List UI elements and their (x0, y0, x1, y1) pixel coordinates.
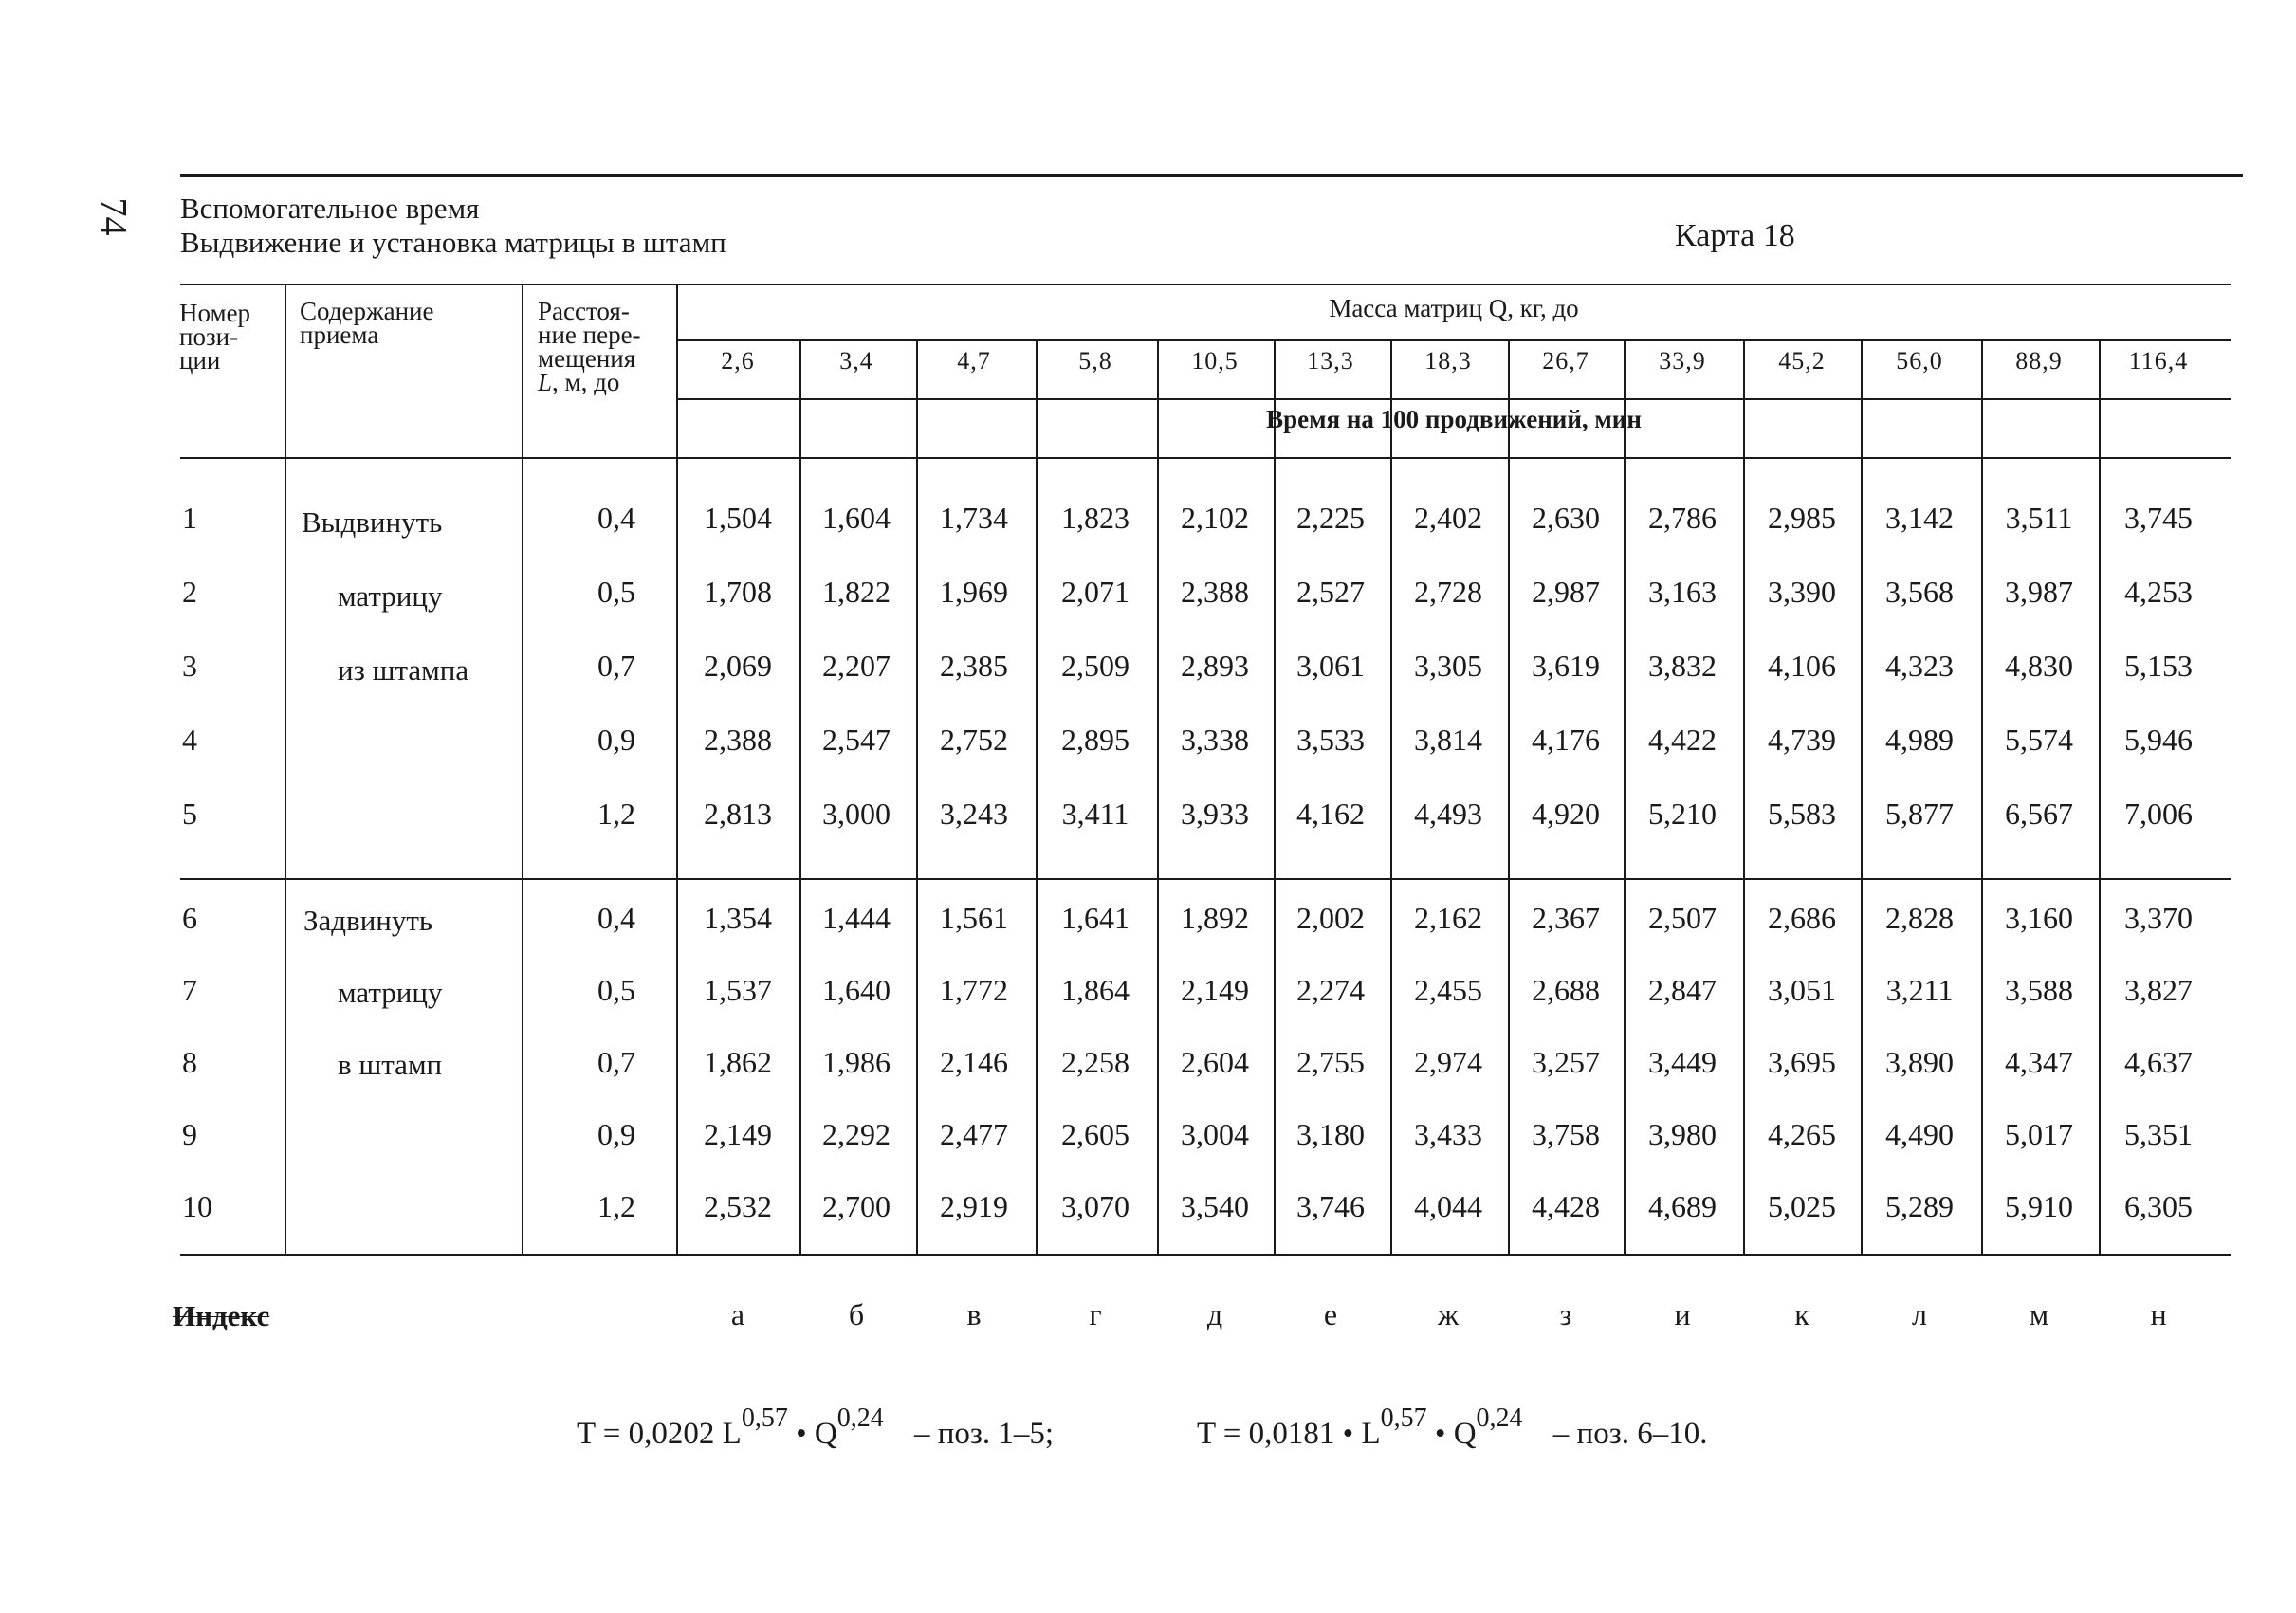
table-cell: 2,146 (940, 1045, 1008, 1079)
table-cell: 2,069 (704, 649, 772, 683)
mass-header-cell: 116,4 (2128, 347, 2189, 375)
table-cell: 1,864 (1061, 973, 1130, 1007)
mass-header-cell: 26,7 (1542, 347, 1589, 375)
table-cell: 2,919 (940, 1189, 1008, 1223)
col-divider (522, 284, 523, 1255)
table-cell: 4,739 (1768, 723, 1836, 757)
table-cell: 1,444 (822, 901, 891, 935)
table-cell: 2,527 (1296, 575, 1365, 609)
index-letter: з (1559, 1297, 1572, 1331)
table-cell: 2,728 (1414, 575, 1482, 609)
formula1-mid: • Q (787, 1417, 837, 1451)
group1-content-line3: из штампа (338, 653, 469, 687)
row-distance: 0,9 (597, 1117, 635, 1151)
table-cell: 4,176 (1532, 723, 1600, 757)
table-cell: 3,004 (1181, 1117, 1249, 1151)
table-cell: 6,305 (2124, 1189, 2193, 1223)
table-cell: 2,002 (1296, 901, 1365, 935)
table-cell: 2,162 (1414, 901, 1482, 935)
group2-content-line1: Задвинуть (303, 904, 433, 937)
row-position-number: 6 (182, 901, 197, 935)
table-cell: 2,847 (1648, 973, 1717, 1007)
col-header-position: Номер пози- ции (179, 299, 251, 375)
table-cell: 3,619 (1532, 649, 1600, 683)
row-distance: 1,2 (597, 797, 635, 831)
table-cell: 2,828 (1885, 901, 1954, 935)
group2-content-line3: в штамп (338, 1048, 443, 1081)
table-cell: 3,890 (1885, 1045, 1954, 1079)
table-cell: 5,289 (1885, 1189, 1954, 1223)
table-cell: 2,102 (1181, 501, 1249, 535)
row-position-number: 1 (182, 501, 197, 535)
table-cell: 3,827 (2124, 973, 2193, 1007)
group1-content-line1: Выдвинуть (302, 505, 443, 539)
table-cell: 3,051 (1768, 973, 1836, 1007)
index-letter: и (1674, 1297, 1691, 1331)
table-cell: 4,323 (1885, 649, 1954, 683)
table-cell: 4,989 (1885, 723, 1954, 757)
table-cell: 2,402 (1414, 501, 1482, 535)
table-cell: 2,292 (822, 1117, 891, 1151)
table-cell: 3,449 (1648, 1045, 1717, 1079)
table-cell: 6,567 (2005, 797, 2073, 831)
table-cell: 2,477 (940, 1117, 1008, 1151)
table-cell: 2,274 (1296, 973, 1365, 1007)
table-cell: 3,745 (2124, 501, 2193, 535)
group1-content-line2: матрицу (338, 579, 443, 613)
table-cell: 2,149 (1181, 973, 1249, 1007)
header-bottom-rule (180, 457, 2231, 459)
formula2-exp-l: 0,57 (1380, 1403, 1427, 1433)
table-cell: 5,910 (2005, 1189, 2073, 1223)
formula2-mid: • Q (1426, 1417, 1477, 1451)
table-cell: 4,920 (1532, 797, 1600, 831)
formula1-exp-q: 0,24 (836, 1403, 884, 1433)
table-cell: 2,700 (822, 1189, 891, 1223)
table-cell: 2,893 (1181, 649, 1249, 683)
index-letter: м (2029, 1297, 2049, 1331)
row-position-number: 2 (182, 575, 197, 609)
mass-col-divider (1036, 341, 1038, 1255)
table-cell: 4,830 (2005, 649, 2073, 683)
group-separator-rule (180, 878, 2231, 880)
row-distance: 0,7 (597, 1045, 635, 1079)
mass-header: Масса матриц Q, кг, до (1329, 294, 1579, 322)
table-cell: 3,411 (1061, 797, 1130, 831)
table-cell: 5,946 (2124, 723, 2193, 757)
table-cell: 4,637 (2124, 1045, 2193, 1079)
index-letter: ж (1437, 1297, 1460, 1331)
index-letter: в (966, 1297, 982, 1331)
table-cell: 5,583 (1768, 797, 1836, 831)
table-cell: 3,163 (1648, 575, 1717, 609)
table-cell: 3,370 (2124, 901, 2193, 935)
table-cell: 5,877 (1885, 797, 1954, 831)
table-cell: 4,347 (2005, 1045, 2073, 1079)
mass-header-cell: 88,9 (2015, 347, 2063, 375)
table-cell: 5,025 (1768, 1189, 1836, 1223)
table-cell: 1,822 (822, 575, 891, 609)
table-cell: 3,160 (2005, 901, 2073, 935)
table-cell: 1,892 (1181, 901, 1249, 935)
row-position-number: 8 (182, 1045, 197, 1079)
table-cell: 3,980 (1648, 1117, 1717, 1151)
table-cell: 1,708 (704, 575, 772, 609)
page-number: 74 (92, 197, 136, 236)
row-position-number: 3 (182, 649, 197, 683)
row-distance: 0,7 (597, 649, 635, 683)
table-cell: 1,354 (704, 901, 772, 935)
table-cell: 2,786 (1648, 501, 1717, 535)
table-cell: 3,814 (1414, 723, 1482, 757)
table-cell: 2,507 (1648, 901, 1717, 935)
table-cell: 2,688 (1532, 973, 1600, 1007)
table-cell: 3,211 (1885, 973, 1954, 1007)
row-distance: 1,2 (597, 1189, 635, 1223)
table-cell: 1,772 (940, 973, 1008, 1007)
index-letter: г (1089, 1297, 1102, 1331)
index-letter: н (2150, 1297, 2167, 1331)
mass-header-cell: 33,9 (1659, 347, 1706, 375)
table-cell: 2,605 (1061, 1117, 1130, 1151)
table-cell: 2,974 (1414, 1045, 1482, 1079)
row-position-number: 10 (182, 1189, 212, 1223)
table-cell: 4,422 (1648, 723, 1717, 757)
table-cell: 2,225 (1296, 501, 1365, 535)
index-letter: л (1912, 1297, 1927, 1331)
mass-col-divider (2099, 341, 2101, 1255)
table-cell: 2,532 (704, 1189, 772, 1223)
table-cell: 5,017 (2005, 1117, 2073, 1151)
row-position-number: 7 (182, 973, 197, 1007)
row-distance: 0,5 (597, 575, 635, 609)
table-cell: 2,547 (822, 723, 891, 757)
table-cell: 2,755 (1296, 1045, 1365, 1079)
table-cell: 3,933 (1181, 797, 1249, 831)
table-cell: 2,367 (1532, 901, 1600, 935)
table-cell: 2,388 (704, 723, 772, 757)
table-cell: 2,071 (1061, 575, 1130, 609)
mass-header-cell: 56,0 (1896, 347, 1943, 375)
mass-header-cell: 2,6 (721, 347, 755, 375)
table-cell: 2,686 (1768, 901, 1836, 935)
mass-row-bottom-rule (677, 398, 2231, 400)
table-cell: 2,630 (1532, 501, 1600, 535)
row-position-number: 9 (182, 1117, 197, 1151)
table-cell: 5,210 (1648, 797, 1717, 831)
formula-positions-6-10 (1197, 1403, 1707, 1452)
table-cell: 3,390 (1768, 575, 1836, 609)
table-cell: 5,153 (2124, 649, 2193, 683)
table-cell: 2,604 (1181, 1045, 1249, 1079)
mass-header-cell: 13,3 (1307, 347, 1354, 375)
table-cell: 7,006 (2124, 797, 2193, 831)
table-cell: 5,574 (2005, 723, 2073, 757)
header-top-rule (180, 284, 2231, 285)
mass-header-cell: 5,8 (1078, 347, 1112, 375)
table-cell: 3,433 (1414, 1117, 1482, 1151)
table-cell: 3,832 (1648, 649, 1717, 683)
table-cell: 3,000 (822, 797, 891, 831)
formula2-exp-q: 0,24 (1476, 1403, 1523, 1433)
table-cell: 3,070 (1061, 1189, 1130, 1223)
index-letter: а (730, 1297, 745, 1331)
table-cell: 4,490 (1885, 1117, 1954, 1151)
table-cell: 2,752 (940, 723, 1008, 757)
table-cell: 4,493 (1414, 797, 1482, 831)
index-letter: б (848, 1297, 865, 1331)
formula1-exp-l: 0,57 (741, 1403, 788, 1433)
table-cell: 4,106 (1768, 649, 1836, 683)
index-letter: е (1323, 1297, 1338, 1331)
table-cell: 3,243 (940, 797, 1008, 831)
table-cell: 4,162 (1296, 797, 1365, 831)
table-cell: 3,180 (1296, 1117, 1365, 1151)
table-cell: 4,428 (1532, 1189, 1600, 1223)
document-title-line1: Вспомогательное время (180, 192, 480, 225)
table-cell: 2,813 (704, 797, 772, 831)
table-cell: 1,823 (1061, 501, 1130, 535)
table-cell: 1,537 (704, 973, 772, 1007)
table-cell: 3,568 (1885, 575, 1954, 609)
mass-header-cell: 18,3 (1424, 347, 1472, 375)
table-cell: 2,149 (704, 1117, 772, 1151)
row-distance: 0,5 (597, 973, 635, 1007)
table-cell: 4,044 (1414, 1189, 1482, 1223)
table-cell: 1,640 (822, 973, 891, 1007)
formula-positions-1-5 (577, 1403, 1054, 1452)
table-cell: 3,338 (1181, 723, 1249, 757)
document-title-line2: Выдвижение и установка матрицы в штамп (180, 226, 726, 259)
formula1-prefix: T = 0,0202 L (577, 1417, 742, 1451)
table-cell: 2,455 (1414, 973, 1482, 1007)
formula2-prefix: T = 0,0181 • L (1197, 1417, 1381, 1451)
col-header-content: Содержание приема (300, 297, 434, 349)
group2-content-line2: матрицу (338, 976, 443, 1009)
formula2-suffix: – поз. 6–10. (1545, 1417, 1708, 1451)
table-cell: 2,385 (940, 649, 1008, 683)
row-position-number: 5 (182, 797, 197, 831)
table-cell: 4,689 (1648, 1189, 1717, 1223)
table-cell: 3,305 (1414, 649, 1482, 683)
table-cell: 3,142 (1885, 501, 1954, 535)
table-cell: 4,265 (1768, 1117, 1836, 1151)
table-cell: 3,511 (2005, 501, 2073, 535)
table-cell: 3,746 (1296, 1189, 1365, 1223)
col-header-distance: Расстоя- ние пере- мещения L, м, до (538, 297, 641, 396)
table-cell: 3,588 (2005, 973, 2073, 1007)
mass-header-cell: 10,5 (1191, 347, 1239, 375)
formula1-suffix: – поз. 1–5; (906, 1417, 1055, 1451)
table-cell: 3,533 (1296, 723, 1365, 757)
table-cell: 2,987 (1532, 575, 1600, 609)
table-cell: 1,641 (1061, 901, 1130, 935)
top-rule (180, 174, 2243, 177)
table-cell: 2,895 (1061, 723, 1130, 757)
table-cell: 2,388 (1181, 575, 1249, 609)
table-cell: 2,258 (1061, 1045, 1130, 1079)
index-letter: д (1206, 1297, 1223, 1331)
row-distance: 0,4 (597, 901, 635, 935)
mass-header-cell: 3,4 (839, 347, 873, 375)
row-distance: 0,4 (597, 501, 635, 535)
table-cell: 1,862 (704, 1045, 772, 1079)
table-cell: 1,504 (704, 501, 772, 535)
table-cell: 2,207 (822, 649, 891, 683)
table-cell: 3,758 (1532, 1117, 1600, 1151)
table-cell: 3,695 (1768, 1045, 1836, 1079)
table-cell: 3,061 (1296, 649, 1365, 683)
table-cell: 1,986 (822, 1045, 891, 1079)
index-label: Индекс (173, 1299, 270, 1332)
table-cell: 2,985 (1768, 501, 1836, 535)
table-cell: 1,561 (940, 901, 1008, 935)
mass-header-cell: 4,7 (957, 347, 991, 375)
row-position-number: 4 (182, 723, 197, 757)
table-bottom-rule (180, 1254, 2231, 1256)
mass-header-cell: 45,2 (1778, 347, 1826, 375)
table-cell: 4,253 (2124, 575, 2193, 609)
index-letter: к (1794, 1297, 1809, 1331)
row-distance: 0,9 (597, 723, 635, 757)
col-divider (285, 284, 286, 1255)
table-cell: 1,604 (822, 501, 891, 535)
table-cell: 1,734 (940, 501, 1008, 535)
table-cell: 1,969 (940, 575, 1008, 609)
table-cell: 3,257 (1532, 1045, 1600, 1079)
table-cell: 2,509 (1061, 649, 1130, 683)
table-cell: 5,351 (2124, 1117, 2193, 1151)
time-header: Время на 100 продвижений, мин (1266, 405, 1642, 433)
card-number: Карта 18 (1675, 218, 1795, 253)
mass-row-top-rule (677, 339, 2231, 341)
table-cell: 3,987 (2005, 575, 2073, 609)
table-cell: 3,540 (1181, 1189, 1249, 1223)
